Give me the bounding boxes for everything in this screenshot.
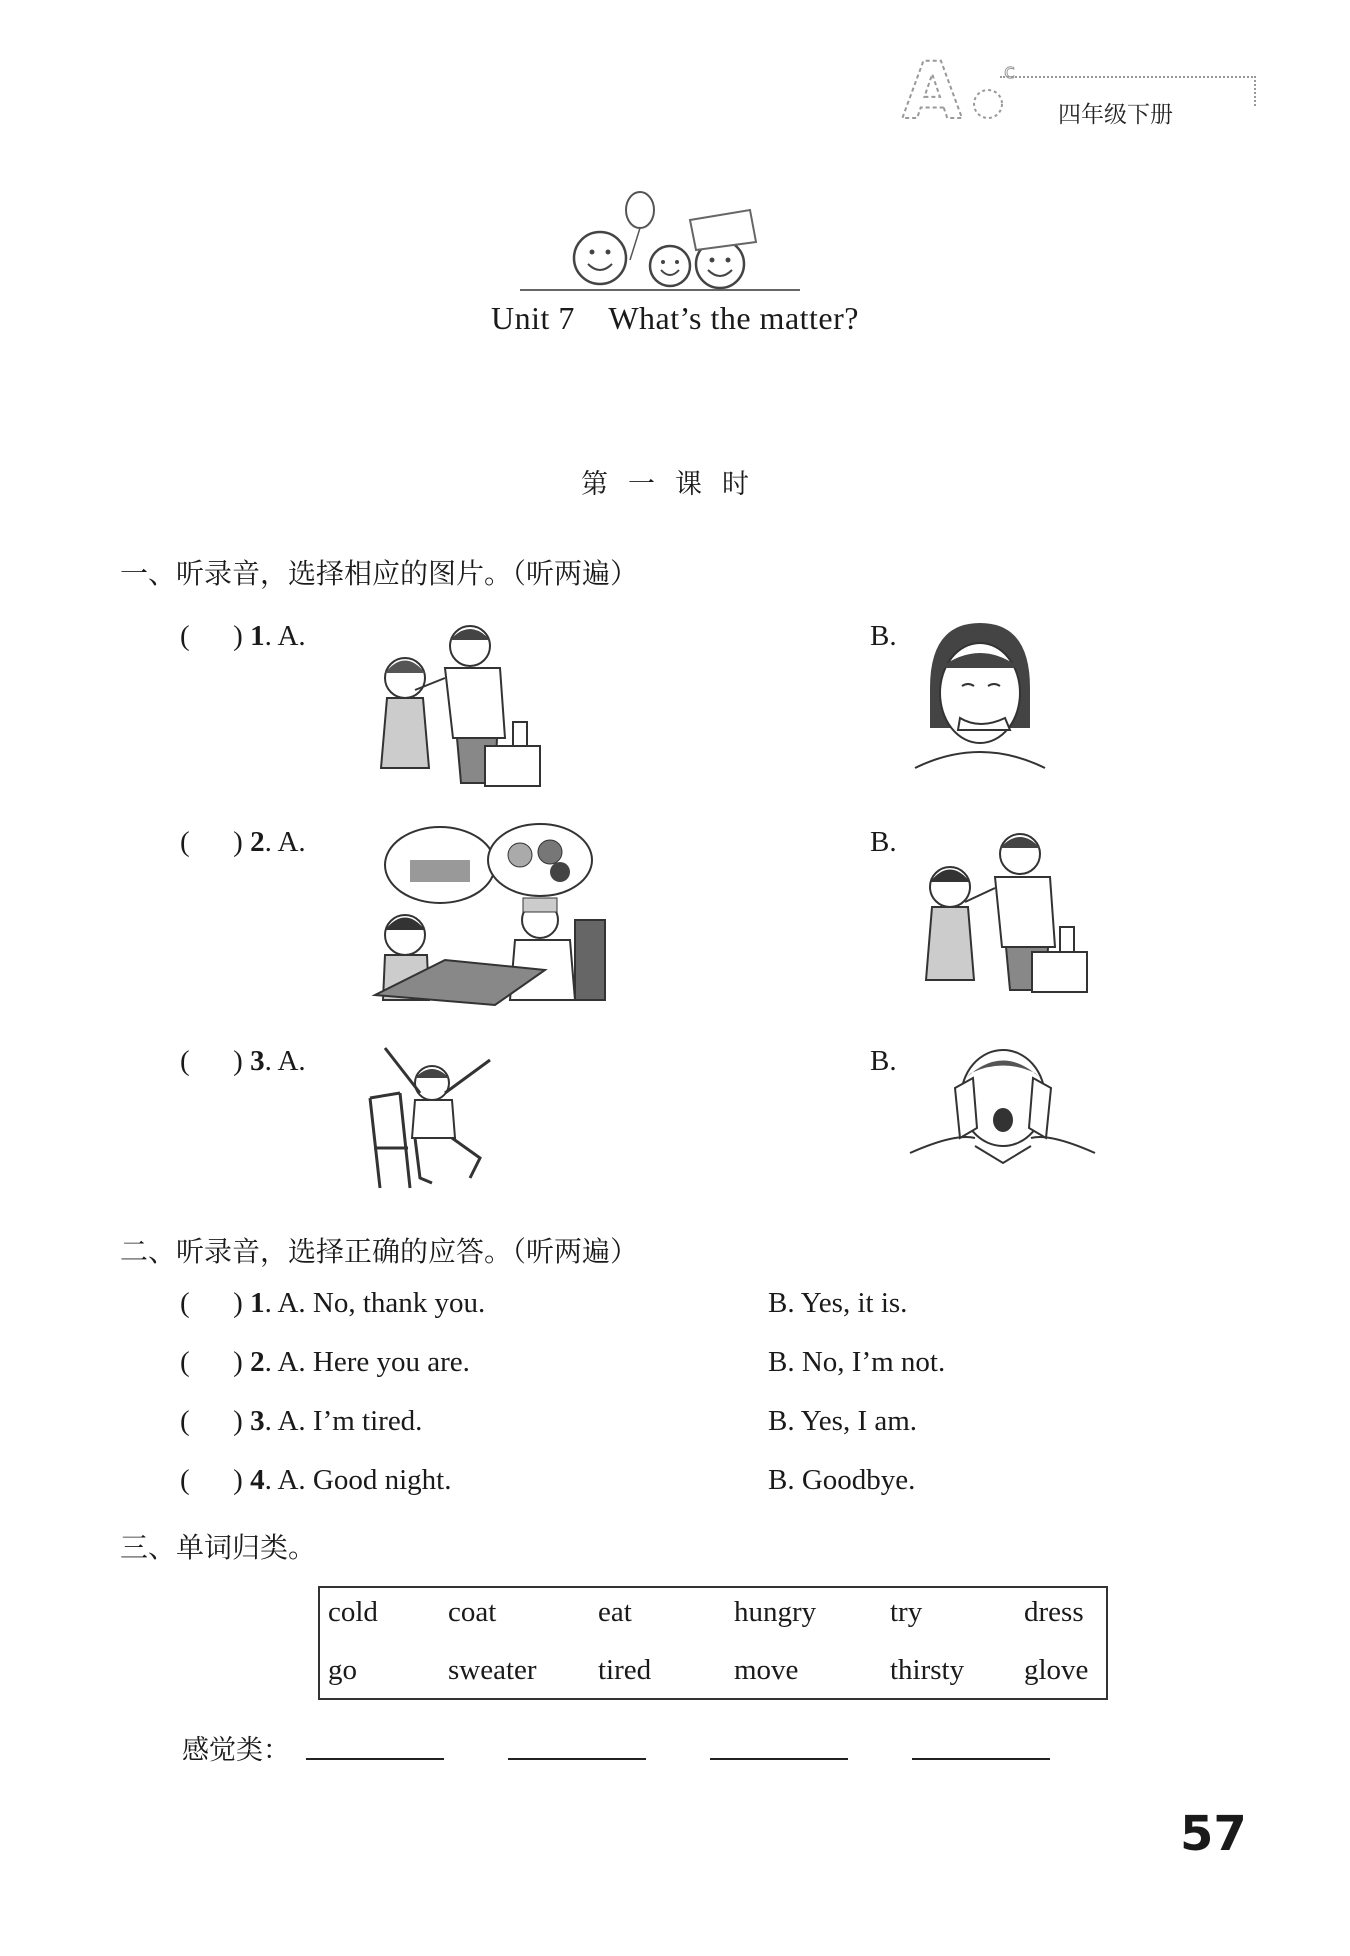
girl-man-glass-icon [910,822,1090,992]
answer-paren[interactable]: ( ) [180,1405,243,1437]
s2-q4-row [180,1464,451,1497]
answer-paren[interactable]: ( ) [180,1346,243,1378]
section1-title: 一、听录音，选择相应的图片。（听两遍） [120,557,639,590]
answer-blank-4[interactable] [912,1756,1050,1760]
s1-q2-image-a [365,820,615,1005]
answer-paren[interactable]: ( ) [180,620,243,652]
word-move: move [734,1654,799,1686]
word-sweater: sweater [448,1654,537,1686]
answer-paren[interactable]: ( ) [180,1464,243,1496]
word-eat: eat [598,1596,632,1628]
option-a: . A. I’m tired. [264,1405,423,1437]
s2-q3-row [180,1405,422,1438]
option-a: . A. Good night. [264,1464,452,1496]
abc-logo-icon [896,47,1016,137]
question-number: 4 [250,1464,265,1496]
answer-blank-2[interactable] [508,1756,646,1760]
question-number: 2 [250,1346,265,1378]
option-a-label: . A. [264,620,306,652]
question-number: 3 [250,1405,265,1437]
s1-q2-row [180,826,306,859]
option-a-label: . A. [264,1045,306,1077]
section2-title: 二、听录音，选择正确的应答。（听两遍） [120,1235,639,1268]
question-number: 2 [250,826,265,858]
word-try: try [890,1596,923,1628]
s2-q2-row [180,1346,470,1379]
answer-blank-1[interactable] [306,1756,444,1760]
word-go: go [328,1654,357,1686]
s1-q3-option-b: B. [870,1045,897,1077]
s1-q1-option-b: B. [870,620,897,652]
svg-text:c: c [1004,59,1015,83]
s1-q2-option-b: B. [870,826,897,858]
s1-q2-image-b [910,822,1090,992]
answer-blank-3[interactable] [710,1756,848,1760]
lesson-title: 第一课时 [581,469,769,500]
header-logo [896,47,1016,137]
s1-q1-image-b [910,618,1050,768]
option-a-label: . A. [264,826,306,858]
s1-q3-row [180,1045,306,1078]
unit-title: Unit 7 What’s the matter? [491,300,859,336]
grade-label: 四年级下册 [1058,102,1173,128]
word-hungry: hungry [734,1596,817,1628]
s2-q3-option-b: B. Yes, I am. [768,1405,918,1437]
svg-text:A: A [902,47,963,137]
word-glove: glove [1024,1654,1089,1686]
boy-covering-ears-icon [905,1038,1095,1178]
s2-q1-option-b: B. Yes, it is. [768,1287,908,1319]
s1-q1-image-a [365,618,545,788]
word-box [318,1586,1108,1700]
s2-q2-option-b: B. No, I’m not. [768,1346,946,1378]
s1-q3-image-b [905,1038,1095,1178]
answer-paren[interactable]: ( ) [180,1287,243,1319]
boy-stretching-chair-icon [360,1038,500,1193]
s2-q1-row [180,1287,485,1320]
option-a: . A. No, thank you. [264,1287,486,1319]
question-number: 1 [250,620,265,652]
word-thirsty: thirsty [890,1654,965,1686]
girl-doctor-desk-icon [365,820,615,1005]
question-number: 1 [250,1287,265,1319]
kids-faces-icon [520,190,800,300]
answer-paren[interactable]: ( ) [180,1045,243,1077]
word-dress: dress [1024,1596,1084,1628]
girl-face-hand-mouth-icon [910,618,1050,768]
answer-paren[interactable]: ( ) [180,826,243,858]
category-label: 感觉类： [182,1735,290,1766]
kids-illustration [520,190,800,300]
question-number: 3 [250,1045,265,1077]
word-coat: coat [448,1596,497,1628]
girl-toothache-man-icon [365,618,545,788]
s1-q3-image-a [360,1038,500,1193]
option-a: . A. Here you are. [264,1346,470,1378]
s1-q1-row [180,620,306,653]
s2-q4-option-b: B. Goodbye. [768,1464,916,1496]
word-tired: tired [598,1654,652,1686]
page-number: 57 [1180,1806,1247,1862]
section3-title: 三、单词归类。 [120,1531,317,1564]
word-cold: cold [328,1596,378,1628]
